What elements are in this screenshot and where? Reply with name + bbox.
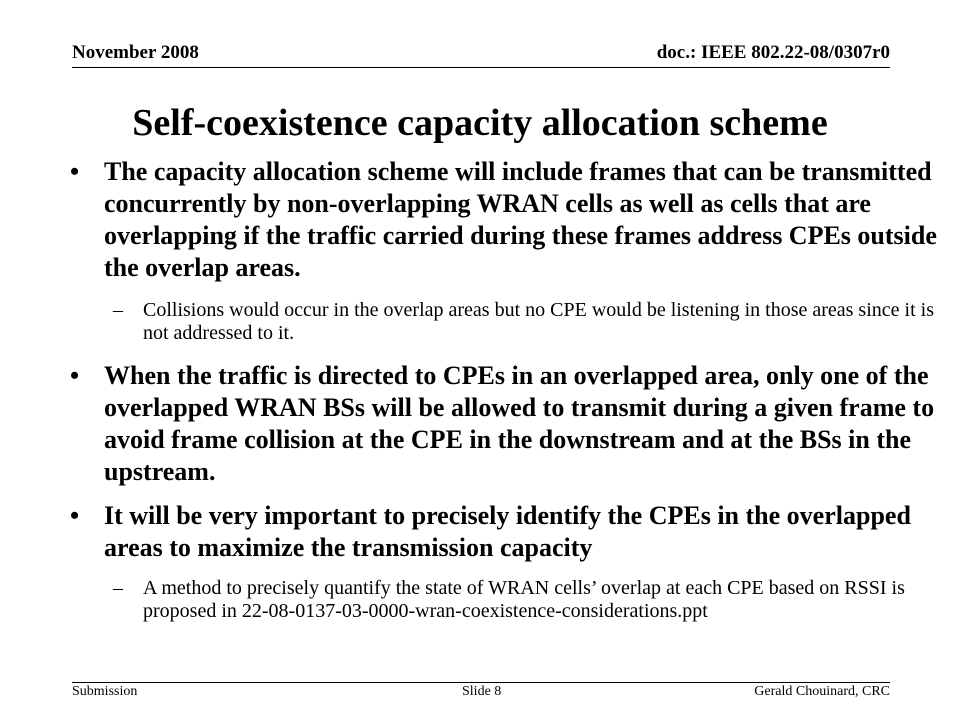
sub-bullet-item bbox=[113, 299, 938, 344]
footer-submission: Submission bbox=[72, 684, 138, 699]
bullet-item bbox=[70, 500, 938, 564]
slide-title: Self-coexistence capacity allocation scheme bbox=[132, 102, 828, 144]
bullet-item bbox=[70, 360, 938, 488]
bullet-text: It will be very important to precisely identify the CPEs in the overlapped areas to maximize the transmission capacity bbox=[104, 501, 911, 562]
bullet-text: The capacity allocation scheme will include frames that can be transmitted concurrently by non-overlapping WRAN cells as well as cells that are overlapping if the traffic carried during these frames address CPEs outside the overlap areas. bbox=[104, 157, 937, 282]
bullet-icon: • bbox=[70, 501, 80, 530]
bullet-item bbox=[70, 156, 938, 284]
slide-header bbox=[72, 42, 890, 68]
footer-author: Gerald Chouinard, CRC bbox=[754, 684, 890, 699]
slide-body bbox=[70, 156, 938, 622]
header-doc-id: doc.: IEEE 802.22-08/0307r0 bbox=[656, 42, 890, 63]
dash-icon: – bbox=[113, 299, 123, 321]
sub-bullet-text: A method to precisely quantify the state of WRAN cells’ overlap at each CPE based on RSSI is proposed in 22-08-0137-03-0000-wran-coexistence-considerations.ppt bbox=[143, 577, 905, 622]
sub-bullet-text: Collisions would occur in the overlap areas but no CPE would be listening in those areas since it is not addressed to it. bbox=[143, 299, 934, 344]
header-divider bbox=[72, 67, 890, 68]
footer-slide-number: Slide 8 bbox=[462, 684, 502, 699]
bullet-icon: • bbox=[70, 157, 80, 186]
bullet-icon: • bbox=[70, 361, 80, 390]
sub-bullet-item bbox=[113, 577, 938, 622]
bullet-text: When the traffic is directed to CPEs in an overlapped area, only one of the overlapped WRAN BSs will be allowed to transmit during a given frame to avoid frame collision at the CPE in the downstream and at the BSs in the upstream. bbox=[104, 361, 935, 486]
header-date: November 2008 bbox=[72, 42, 199, 63]
footer-divider bbox=[72, 682, 890, 683]
dash-icon: – bbox=[113, 577, 123, 599]
